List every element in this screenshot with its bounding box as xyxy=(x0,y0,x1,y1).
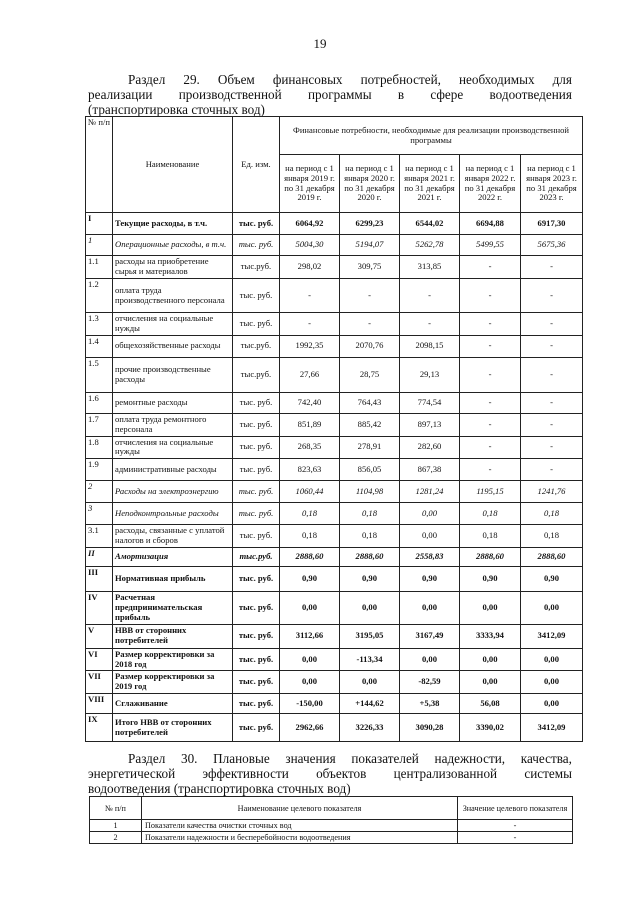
table-row xyxy=(86,481,583,503)
row-unit: тыс.руб. xyxy=(233,256,280,279)
heading-word: энергетической xyxy=(88,766,176,781)
row-value: 3112,66 xyxy=(280,624,340,648)
row-value: -82,59 xyxy=(400,671,460,694)
row-value: - xyxy=(460,256,521,279)
heading-word: реализации xyxy=(88,87,153,102)
row-value: 0,00 xyxy=(280,648,340,671)
row-value: - xyxy=(521,313,583,336)
row-value: 3167,49 xyxy=(400,624,460,648)
heading-word: производственной xyxy=(178,87,282,102)
row-value: 27,66 xyxy=(280,357,340,392)
table-row xyxy=(86,548,583,567)
row-number: 1.1 xyxy=(86,256,113,279)
col-header-period: на период с 1 января 2019 г. по 31 декабря 2019 г. xyxy=(280,155,340,213)
table-row xyxy=(86,335,583,357)
row-name: Размер корректировки за 2019 год xyxy=(113,671,233,694)
heading-line xyxy=(88,87,572,102)
row-value: 0,00 xyxy=(521,671,583,694)
row-value: 0,00 xyxy=(460,671,521,694)
row-value: 2888,60 xyxy=(521,548,583,567)
row-value: 1195,15 xyxy=(460,481,521,503)
table-row xyxy=(86,235,583,256)
row-name: Показатели надежности и бесперебойности водоотведения xyxy=(142,832,458,844)
table-row xyxy=(86,694,583,714)
row-unit: тыс. руб. xyxy=(233,624,280,648)
row-value: 764,43 xyxy=(340,392,400,413)
row-value: 742,40 xyxy=(280,392,340,413)
row-number: 1.2 xyxy=(86,279,113,313)
row-value: 0,00 xyxy=(280,592,340,625)
row-value: 0,90 xyxy=(400,567,460,592)
row-value: 5194,07 xyxy=(340,235,400,256)
table-row xyxy=(86,357,583,392)
row-name: оплата труда производственного персонала xyxy=(113,279,233,313)
heading-word: потребностей, xyxy=(360,72,441,87)
row-number: 2 xyxy=(86,481,113,503)
row-value: 0,00 xyxy=(400,525,460,548)
row-unit: тыс. руб. xyxy=(233,436,280,459)
row-value: 2888,60 xyxy=(280,548,340,567)
heading-word: Раздел xyxy=(128,72,166,87)
table-row xyxy=(86,648,583,671)
row-number: 3.1 xyxy=(86,525,113,548)
row-value: - xyxy=(521,413,583,436)
row-value: - xyxy=(521,335,583,357)
row-value: 0,00 xyxy=(400,648,460,671)
heading-word: водоотведения xyxy=(489,87,572,102)
row-name: Расчетная предпринимательская прибыль xyxy=(113,592,233,625)
row-value: 6917,30 xyxy=(521,213,583,235)
row-value: - xyxy=(460,392,521,413)
row-value: 823,63 xyxy=(280,459,340,481)
row-value: - xyxy=(460,279,521,313)
heading-word: Раздел xyxy=(128,751,166,766)
table-row xyxy=(86,671,583,694)
row-value: 0,00 xyxy=(280,671,340,694)
row-number: 1 xyxy=(90,820,142,832)
table-row xyxy=(86,459,583,481)
table-row xyxy=(86,279,583,313)
row-value: 2888,60 xyxy=(460,548,521,567)
row-value: - xyxy=(460,335,521,357)
heading-word: необходимых xyxy=(458,72,535,87)
row-value: 309,75 xyxy=(340,256,400,279)
row-value: - xyxy=(521,459,583,481)
table-row xyxy=(90,832,573,844)
row-name: прочие производственные расходы xyxy=(113,357,233,392)
col-header-period: на период с 1 января 2022 г. по 31 декабря 2022 г. xyxy=(460,155,521,213)
row-value: 3226,33 xyxy=(340,714,400,742)
row-value: - xyxy=(460,459,521,481)
heading-word: программы xyxy=(307,87,372,102)
row-value: 3333,94 xyxy=(460,624,521,648)
row-number: III xyxy=(86,567,113,592)
row-value: 278,91 xyxy=(340,436,400,459)
row-name: общехозяйственные расходы xyxy=(113,335,233,357)
row-value: 0,18 xyxy=(460,525,521,548)
heading-word: централизованной xyxy=(393,766,498,781)
row-value: 2098,15 xyxy=(400,335,460,357)
row-value: 56,08 xyxy=(460,694,521,714)
row-value: 6694,88 xyxy=(460,213,521,235)
row-number: 1.6 xyxy=(86,392,113,413)
row-value: 0,90 xyxy=(280,567,340,592)
row-value: 0,00 xyxy=(340,671,400,694)
row-unit: тыс. руб. xyxy=(233,694,280,714)
row-name: Нормативная прибыль xyxy=(113,567,233,592)
col-header-period: на период с 1 января 2023 г. по 31 декабря 2023 г. xyxy=(521,155,583,213)
row-number: 3 xyxy=(86,503,113,525)
heading-word: значения xyxy=(285,751,336,766)
row-unit: тыс.руб. xyxy=(233,548,280,567)
row-number: VIII xyxy=(86,694,113,714)
row-value: 3090,28 xyxy=(400,714,460,742)
heading-word: объектов xyxy=(316,766,367,781)
row-value: 0,18 xyxy=(521,503,583,525)
row-value: - xyxy=(460,313,521,336)
heading-word: системы xyxy=(524,766,572,781)
row-value: - xyxy=(460,436,521,459)
table-row xyxy=(90,820,573,832)
row-name: расходы, связанные с уплатой налогов и сборов xyxy=(113,525,233,548)
row-unit: тыс. руб. xyxy=(233,592,280,625)
row-unit: тыс. руб. xyxy=(233,235,280,256)
col-header-number: № п/п xyxy=(90,797,142,820)
row-value: 282,60 xyxy=(400,436,460,459)
row-value: - xyxy=(340,313,400,336)
row-value: - xyxy=(400,313,460,336)
col-header-indicator: Наименование целевого показателя xyxy=(142,797,458,820)
row-unit: тыс.руб. xyxy=(233,335,280,357)
heading-line xyxy=(88,766,572,781)
row-value: - xyxy=(458,832,573,844)
row-value: 851,89 xyxy=(280,413,340,436)
col-header-period: на период с 1 января 2021 г. по 31 декабря 2021 г. xyxy=(400,155,460,213)
heading-word: надежности, xyxy=(434,751,506,766)
row-value: - xyxy=(460,413,521,436)
row-unit: тыс. руб. xyxy=(233,567,280,592)
table-row xyxy=(86,624,583,648)
row-unit: тыс. руб. xyxy=(233,459,280,481)
row-value: 885,42 xyxy=(340,413,400,436)
row-value: 0,18 xyxy=(460,503,521,525)
heading-word: 30. xyxy=(180,751,198,766)
row-name: расходы на приобретение сырья и материалов xyxy=(113,256,233,279)
row-value: 0,18 xyxy=(280,525,340,548)
row-name: Размер корректировки за 2018 год xyxy=(113,648,233,671)
row-value: -113,34 xyxy=(340,648,400,671)
row-value: 5004,30 xyxy=(280,235,340,256)
row-unit: тыс. руб. xyxy=(233,313,280,336)
section-29-heading xyxy=(88,72,572,117)
row-unit: тыс. руб. xyxy=(233,481,280,503)
row-value: 856,05 xyxy=(340,459,400,481)
row-value: - xyxy=(521,279,583,313)
row-value: 1281,24 xyxy=(400,481,460,503)
heading-word: (транспортировка сточных вод) xyxy=(88,102,265,117)
row-value: 1241,76 xyxy=(521,481,583,503)
row-value: 0,00 xyxy=(521,592,583,625)
row-name: Сглаживание xyxy=(113,694,233,714)
col-header-group: Финансовые потребности, необходимые для реализации производственной программы xyxy=(280,117,583,155)
row-value: 0,90 xyxy=(340,567,400,592)
row-value: 6299,23 xyxy=(340,213,400,235)
row-value: - xyxy=(280,313,340,336)
table-row xyxy=(86,413,583,436)
row-value: -150,00 xyxy=(280,694,340,714)
table-row xyxy=(86,525,583,548)
row-number: 1.5 xyxy=(86,357,113,392)
row-value: 0,00 xyxy=(400,503,460,525)
row-unit: тыс. руб. xyxy=(233,213,280,235)
row-value: 1060,44 xyxy=(280,481,340,503)
financial-needs-table xyxy=(85,116,583,742)
row-value: - xyxy=(340,279,400,313)
page-number: 19 xyxy=(313,36,327,51)
row-name: оплата труда ремонтного персонала xyxy=(113,413,233,436)
table-row xyxy=(86,503,583,525)
row-value: 2962,66 xyxy=(280,714,340,742)
row-name: Текущие расходы, в т.ч. xyxy=(113,213,233,235)
row-value: 6064,92 xyxy=(280,213,340,235)
row-value: 1992,35 xyxy=(280,335,340,357)
row-name: НВВ от сторонних потребителей xyxy=(113,624,233,648)
heading-line xyxy=(88,781,572,796)
row-value: - xyxy=(521,256,583,279)
col-header-value: Значение целевого показателя xyxy=(458,797,573,820)
row-number: 1 xyxy=(86,235,113,256)
row-value: 5675,36 xyxy=(521,235,583,256)
row-number: 1.7 xyxy=(86,413,113,436)
row-unit: тыс. руб. xyxy=(233,413,280,436)
row-number: IX xyxy=(86,714,113,742)
row-value: +144,62 xyxy=(340,694,400,714)
row-value: 29,13 xyxy=(400,357,460,392)
row-value: 3412,09 xyxy=(521,714,583,742)
row-name: отчисления на социальные нужды xyxy=(113,313,233,336)
row-value: 0,90 xyxy=(521,567,583,592)
row-value: 313,85 xyxy=(400,256,460,279)
row-value: +5,38 xyxy=(400,694,460,714)
col-header-period: на период с 1 января 2020 г. по 31 декабря 2020 г. xyxy=(340,155,400,213)
row-unit: тыс. руб. xyxy=(233,671,280,694)
row-number: II xyxy=(86,548,113,567)
row-value: 2070,76 xyxy=(340,335,400,357)
heading-word: показателей xyxy=(351,751,419,766)
col-header-number: № п/п xyxy=(86,117,113,213)
row-value: - xyxy=(458,820,573,832)
row-unit: тыс. руб. xyxy=(233,503,280,525)
row-number: I xyxy=(86,213,113,235)
heading-word: эффективности xyxy=(202,766,289,781)
row-value: 5499,55 xyxy=(460,235,521,256)
row-unit: тыс. руб. xyxy=(233,525,280,548)
row-number: 1.3 xyxy=(86,313,113,336)
row-unit: тыс. руб. xyxy=(233,714,280,742)
row-value: 1104,98 xyxy=(340,481,400,503)
row-value: 867,38 xyxy=(400,459,460,481)
heading-word: финансовых xyxy=(272,72,343,87)
row-name: Амортизация xyxy=(113,548,233,567)
row-value: 0,00 xyxy=(460,648,521,671)
row-value: 268,35 xyxy=(280,436,340,459)
row-number: 1.8 xyxy=(86,436,113,459)
heading-line xyxy=(88,751,572,766)
col-header-name: Наименование xyxy=(113,117,233,213)
table-row xyxy=(86,436,583,459)
row-number: IV xyxy=(86,592,113,625)
table-row xyxy=(86,592,583,625)
row-name: административные расходы xyxy=(113,459,233,481)
row-value: 0,00 xyxy=(400,592,460,625)
heading-word: 29. xyxy=(183,72,200,87)
row-name: отчисления на социальные нужды xyxy=(113,436,233,459)
section-30-heading xyxy=(88,751,572,796)
heading-line xyxy=(88,72,572,87)
row-name: Итого НВВ от сторонних потребителей xyxy=(113,714,233,742)
row-value: 0,00 xyxy=(340,592,400,625)
row-value: 2558,83 xyxy=(400,548,460,567)
row-unit: тыс. руб. xyxy=(233,648,280,671)
row-value: - xyxy=(521,357,583,392)
row-value: 0,18 xyxy=(340,503,400,525)
row-value: 5262,78 xyxy=(400,235,460,256)
heading-word: водоотведения (транспортировка сточных вод) xyxy=(88,781,351,796)
heading-word: сфере xyxy=(430,87,464,102)
row-name: Показатели качества очистки сточных вод xyxy=(142,820,458,832)
table-row xyxy=(86,256,583,279)
table-row xyxy=(86,714,583,742)
row-value: 0,90 xyxy=(460,567,521,592)
row-number: 1.4 xyxy=(86,335,113,357)
row-value: 0,18 xyxy=(521,525,583,548)
row-number: V xyxy=(86,624,113,648)
row-number: 2 xyxy=(90,832,142,844)
heading-word: качества, xyxy=(520,751,572,766)
row-number: 1.9 xyxy=(86,459,113,481)
row-value: 3390,02 xyxy=(460,714,521,742)
row-number: VII xyxy=(86,671,113,694)
row-number: VI xyxy=(86,648,113,671)
row-value: 3195,05 xyxy=(340,624,400,648)
row-unit: тыс.руб. xyxy=(233,357,280,392)
row-value: 0,00 xyxy=(521,694,583,714)
row-value: - xyxy=(400,279,460,313)
row-value: 28,75 xyxy=(340,357,400,392)
row-name: Неподконтрольные расходы xyxy=(113,503,233,525)
row-value: 3412,09 xyxy=(521,624,583,648)
table-row xyxy=(86,567,583,592)
row-value: - xyxy=(521,392,583,413)
table-row xyxy=(86,313,583,336)
row-value: 298,02 xyxy=(280,256,340,279)
heading-word: в xyxy=(397,87,405,102)
row-value: - xyxy=(280,279,340,313)
row-unit: тыс. руб. xyxy=(233,279,280,313)
table-row xyxy=(86,392,583,413)
row-value: 2888,60 xyxy=(340,548,400,567)
heading-word: Плановые xyxy=(213,751,270,766)
row-name: Операционные расходы, в т.ч. xyxy=(113,235,233,256)
heading-line xyxy=(88,102,572,117)
row-name: ремонтные расходы xyxy=(113,392,233,413)
row-value: 6544,02 xyxy=(400,213,460,235)
row-value: - xyxy=(521,436,583,459)
row-name: Расходы на электроэнергию xyxy=(113,481,233,503)
row-unit: тыс. руб. xyxy=(233,392,280,413)
indicators-table xyxy=(89,796,573,844)
row-value: 0,00 xyxy=(521,648,583,671)
row-value: - xyxy=(460,357,521,392)
heading-word: для xyxy=(552,72,572,87)
row-value: 897,13 xyxy=(400,413,460,436)
row-value: 0,18 xyxy=(280,503,340,525)
row-value: 774,54 xyxy=(400,392,460,413)
row-value: 0,18 xyxy=(340,525,400,548)
heading-word: Объем xyxy=(217,72,255,87)
col-header-unit: Ед. изм. xyxy=(233,117,280,213)
row-value: 0,00 xyxy=(460,592,521,625)
table-row xyxy=(86,213,583,235)
